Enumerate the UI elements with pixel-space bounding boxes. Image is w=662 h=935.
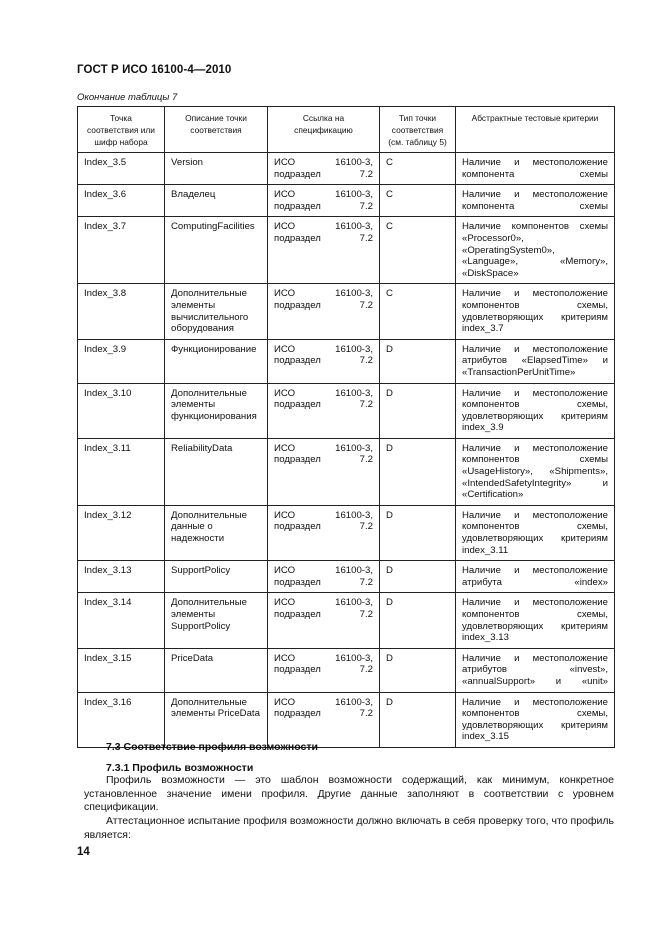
table-row [78, 648, 615, 692]
cell-reference: ИСО 16100-3, подраздел 7.2 [268, 561, 380, 593]
cell-reference: ИСО 16100-3, подраздел 7.2 [268, 217, 380, 284]
table-header-row [78, 107, 615, 153]
cell-type: D [380, 383, 456, 438]
cell-description: Дополнительные элементы вычислительного оборудования [165, 284, 268, 339]
cell-reference: ИСО 16100-3, подраздел 7.2 [268, 505, 380, 560]
cell-criteria: Наличие и местоположение компонентов схемы, удовлетворяющих критериям index_3.7 [456, 284, 615, 339]
cell-point-id: Index_3.6 [78, 185, 165, 217]
cell-criteria: Наличие и местоположение компонентов схемы, удовлетворяющих критериям index_3.11 [456, 505, 615, 560]
cell-criteria: Наличие и местоположение атрибутов «invest», «annualSupport» и «unit» [456, 648, 615, 692]
cell-criteria: Наличие и местоположение компонента схемы [456, 185, 615, 217]
cell-point-id: Index_3.14 [78, 593, 165, 648]
cell-reference: ИСО 16100-3, подраздел 7.2 [268, 383, 380, 438]
cell-reference: ИСО 16100-3, подраздел 7.2 [268, 438, 380, 505]
cell-type: D [380, 692, 456, 747]
cell-description: Дополнительные данные о надежности [165, 505, 268, 560]
table-row [78, 692, 615, 747]
column-header: Абстрактные тестовые критерии [456, 107, 615, 153]
cell-type: D [380, 505, 456, 560]
cell-description: Version [165, 153, 268, 185]
paragraph: Профиль возможности — это шаблон возможности содержащий, как минимум, конкретное установленное значение имени профиля. Другие данные заполняют в соответствии с уровнем спецификации. [84, 774, 614, 813]
cell-type: D [380, 648, 456, 692]
cell-criteria: Наличие и местоположение компонентов схемы «UsageHistory», «Shipments», «IntendedSafetyIntegrity» и «Certification» [456, 438, 615, 505]
conformance-table [77, 106, 615, 748]
table-row [78, 593, 615, 648]
cell-description: SupportPolicy [165, 561, 268, 593]
cell-criteria: Наличие и местоположение атрибутов «ElapsedTime» и «TransactionPerUnitTime» [456, 339, 615, 383]
cell-description: Дополнительные элементы PriceData [165, 692, 268, 747]
table-row [78, 185, 615, 217]
table-row [78, 561, 615, 593]
cell-point-id: Index_3.11 [78, 438, 165, 505]
cell-criteria: Наличие и местоположение компонентов схемы, удовлетворяющих критериям index_3.9 [456, 383, 615, 438]
cell-type: D [380, 339, 456, 383]
cell-reference: ИСО 16100-3, подраздел 7.2 [268, 593, 380, 648]
column-header: Тип точки соответствия (см. таблицу 5) [380, 107, 456, 153]
cell-criteria: Наличие и местоположение атрибута «index» [456, 561, 615, 593]
cell-point-id: Index_3.12 [78, 505, 165, 560]
table-row [78, 153, 615, 185]
page-number: 14 [77, 846, 90, 858]
column-header: Точка соответствия или шифр набора [78, 107, 165, 153]
subsection-title: 7.3.1 Профиль возможности [106, 762, 254, 774]
table-row [78, 284, 615, 339]
cell-point-id: Index_3.13 [78, 561, 165, 593]
cell-point-id: Index_3.10 [78, 383, 165, 438]
table-row [78, 339, 615, 383]
cell-description: Функционирование [165, 339, 268, 383]
cell-criteria: Наличие и местоположение компонента схемы [456, 153, 615, 185]
cell-reference: ИСО 16100-3, подраздел 7.2 [268, 692, 380, 747]
cell-point-id: Index_3.16 [78, 692, 165, 747]
cell-criteria: Наличие и местоположение компонентов схемы, удовлетворяющих критериям index_3.13 [456, 593, 615, 648]
cell-reference: ИСО 16100-3, подраздел 7.2 [268, 185, 380, 217]
cell-point-id: Index_3.8 [78, 284, 165, 339]
cell-description: Владелец [165, 185, 268, 217]
cell-type: D [380, 593, 456, 648]
cell-reference: ИСО 16100-3, подраздел 7.2 [268, 284, 380, 339]
table-row [78, 217, 615, 284]
cell-criteria: Наличие и местоположение компонентов схемы, удовлетворяющих критериям index_3.15 [456, 692, 615, 747]
section-title: 7.3 Соответствие профиля возможности [106, 741, 318, 753]
cell-description: PriceData [165, 648, 268, 692]
cell-description: Дополнительные элементы функционирования [165, 383, 268, 438]
cell-point-id: Index_3.5 [78, 153, 165, 185]
table-row [78, 438, 615, 505]
cell-reference: ИСО 16100-3, подраздел 7.2 [268, 648, 380, 692]
cell-type: C [380, 284, 456, 339]
cell-reference: ИСО 16100-3, подраздел 7.2 [268, 153, 380, 185]
cell-description: ReliabilityData [165, 438, 268, 505]
column-header: Описание точки соответствия [165, 107, 268, 153]
cell-type: C [380, 153, 456, 185]
cell-type: C [380, 217, 456, 284]
table-caption: Окончание таблицы 7 [77, 92, 178, 103]
cell-criteria: Наличие компонентов схемы «Processor0», «OperatingSystem0», «Language», «Memory», «DiskSpace» [456, 217, 615, 284]
cell-description: ComputingFacilities [165, 217, 268, 284]
cell-point-id: Index_3.7 [78, 217, 165, 284]
table-row [78, 383, 615, 438]
cell-type: D [380, 561, 456, 593]
paragraph: Аттестационное испытание профиля возможности должно включать в себя проверку того, что профиль является: [84, 815, 614, 841]
cell-reference: ИСО 16100-3, подраздел 7.2 [268, 339, 380, 383]
cell-description: Дополнительные элементы SupportPolicy [165, 593, 268, 648]
cell-type: C [380, 185, 456, 217]
cell-point-id: Index_3.9 [78, 339, 165, 383]
table-row [78, 505, 615, 560]
document-title: ГОСТ Р ИСО 16100-4—2010 [77, 64, 232, 76]
cell-type: D [380, 438, 456, 505]
cell-point-id: Index_3.15 [78, 648, 165, 692]
column-header: Ссылка на спецификацию [268, 107, 380, 153]
